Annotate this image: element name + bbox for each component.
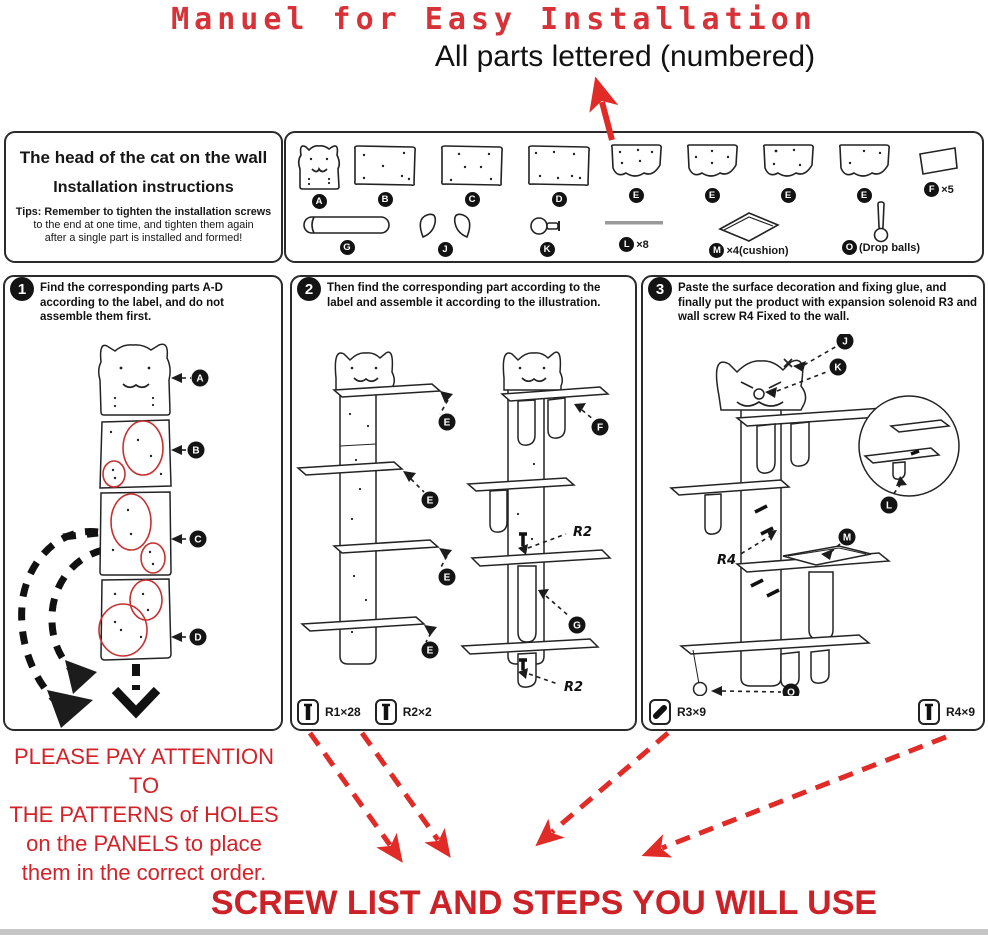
screw-r2-label: R2×2	[402, 705, 432, 719]
shelf-panel-icon	[684, 143, 740, 185]
page-title: Manuel for Easy Installation	[171, 2, 817, 37]
bottom-title: SCREW LIST AND STEPS YOU WILL USE	[210, 884, 878, 922]
svg-text:E: E	[443, 417, 451, 429]
svg-text:O: O	[787, 687, 795, 696]
part-letter-b: B	[378, 192, 393, 207]
part-f	[900, 145, 978, 197]
cushion-icon	[716, 209, 782, 245]
part-k	[512, 213, 582, 257]
part-letter-o: O	[842, 240, 857, 255]
part-g	[297, 213, 397, 255]
info-box-tips	[6, 206, 281, 246]
part-f-qty: ×5	[941, 183, 954, 196]
screw-r1-icon	[297, 699, 319, 725]
attention-note	[2, 742, 286, 887]
shelf-panel-icon	[836, 143, 892, 185]
shelf-panel-icon	[760, 143, 816, 185]
r4-down-arrow	[662, 737, 946, 848]
bottom-gray-bar	[0, 929, 988, 935]
part-o	[826, 201, 936, 255]
part-letter-a: A	[312, 194, 327, 209]
attention-line-4: them in the correct order.	[21, 860, 267, 885]
svg-text:L: L	[885, 500, 893, 512]
part-letter-m: M	[709, 243, 724, 258]
part-letter-e: E	[781, 188, 796, 203]
part-l	[594, 217, 674, 252]
part-e4	[829, 143, 899, 203]
info-box-title: The head of the cat on the wall	[19, 148, 268, 167]
panel-icon	[352, 143, 418, 189]
part-m	[694, 209, 804, 258]
svg-text:E: E	[426, 495, 434, 507]
step-2-diagram	[290, 334, 637, 696]
svg-text:E: E	[426, 645, 434, 657]
step-3-screw-list-right	[918, 699, 975, 725]
step-3-diagram	[641, 334, 985, 696]
tips-line-2: to the end at one time, and tighten them again	[33, 219, 254, 232]
part-a	[288, 139, 350, 209]
panel-a-drawing	[99, 344, 170, 415]
part-letter-j: J	[438, 242, 453, 257]
svg-text:D: D	[194, 632, 202, 644]
cat-ears-icon	[414, 211, 476, 239]
screw-r4-icon	[918, 699, 940, 725]
step-2-text: Then find the corresponding part according to the label and assemble it according to the illustration.	[327, 282, 601, 309]
part-letter-g: G	[340, 240, 355, 255]
svg-text:F: F	[596, 422, 604, 434]
part-e2	[677, 143, 747, 203]
screw-r2-icon	[375, 699, 397, 725]
step-2-number: 2	[297, 277, 321, 301]
panel-c-drawing	[100, 492, 171, 575]
step-1-number: 1	[10, 277, 34, 301]
rod-icon	[603, 217, 665, 229]
tower-assembled	[462, 352, 610, 687]
part-o-qty: (Drop balls)	[858, 241, 921, 254]
part-letter-e: E	[857, 188, 872, 203]
subtitle: All parts lettered (numbered)	[434, 40, 816, 73]
tower-unassembled	[298, 352, 440, 664]
step-2-screw-list	[297, 699, 432, 725]
cylinder-icon	[301, 213, 393, 237]
part-letter-f: F	[924, 182, 939, 197]
drop-ball-icon	[870, 201, 892, 243]
tips-line-bold: Tips: Remember to tighten the installation screws	[15, 206, 272, 218]
part-letter-c: C	[465, 192, 480, 207]
svg-text:M: M	[842, 532, 852, 544]
part-letter-d: D	[552, 192, 567, 207]
panel-b-drawing	[100, 420, 171, 488]
part-e3	[753, 143, 823, 203]
part-e1	[601, 143, 671, 203]
info-box	[4, 131, 283, 263]
step1-callouts	[171, 370, 209, 646]
svg-text:C: C	[194, 534, 202, 546]
part-d	[524, 143, 594, 207]
cat-head-panel-icon	[296, 139, 342, 191]
r3-down-arrow	[552, 733, 668, 832]
quad-panel-icon	[916, 145, 962, 179]
screw-r4-label: R4×9	[946, 705, 976, 719]
panel-icon	[526, 143, 592, 189]
part-b	[350, 143, 420, 207]
part-l-qty: ×8	[636, 238, 649, 251]
svg-text:R2: R2	[573, 525, 593, 540]
shelf-panel-icon	[608, 143, 664, 185]
r1-down-arrow	[310, 733, 390, 845]
step-1-diagram	[3, 332, 284, 728]
step-3-number: 3	[648, 277, 672, 301]
part-letter-k: K	[540, 242, 555, 257]
svg-text:R4: R4	[717, 553, 737, 568]
panel-d-drawing	[99, 579, 171, 660]
attention-line-3: on the PANELS to place	[26, 831, 262, 856]
part-letter-e: E	[629, 188, 644, 203]
svg-text:A: A	[196, 373, 204, 385]
screw-r3-label: R3×9	[677, 705, 707, 719]
part-c	[437, 143, 507, 207]
info-box-subtitle: Installation instructions	[53, 179, 234, 196]
step-3-text: Paste the surface decoration and fixing glue, and finally put the product with expansion solenoid R3 and wall screw R4 Fixed to the wall.	[678, 282, 978, 324]
svg-text:R2: R2	[564, 680, 584, 695]
panel-icon	[439, 143, 505, 189]
r2-down-arrow	[362, 733, 438, 840]
step-3-screw-list-left	[649, 699, 706, 725]
part-j	[410, 211, 480, 257]
magnifier-detail	[859, 396, 959, 496]
attention-line-1: PLEASE PAY ATTENTION TO	[13, 744, 274, 798]
parts-box	[284, 131, 984, 263]
svg-text:J: J	[842, 336, 848, 348]
svg-text:B: B	[192, 445, 200, 457]
svg-text:G: G	[573, 620, 581, 632]
tips-line-3: after a single part is installed and formed!	[44, 232, 243, 245]
anchor-r3-icon	[649, 699, 671, 725]
tower-finished	[671, 359, 893, 696]
step-1-text: Find the corresponding parts A-D according to the label, and do not assemble them first.	[40, 282, 225, 324]
screw-r1-label: R1×28	[325, 705, 361, 719]
part-letter-e: E	[705, 188, 720, 203]
part-letter-l: L	[619, 237, 634, 252]
part-m-qty: ×4(cushion)	[726, 244, 789, 257]
svg-text:E: E	[443, 572, 451, 584]
svg-text:K: K	[834, 362, 842, 374]
knob-icon	[528, 213, 566, 239]
attention-line-2: THE PATTERNS of HOLES	[9, 802, 279, 827]
